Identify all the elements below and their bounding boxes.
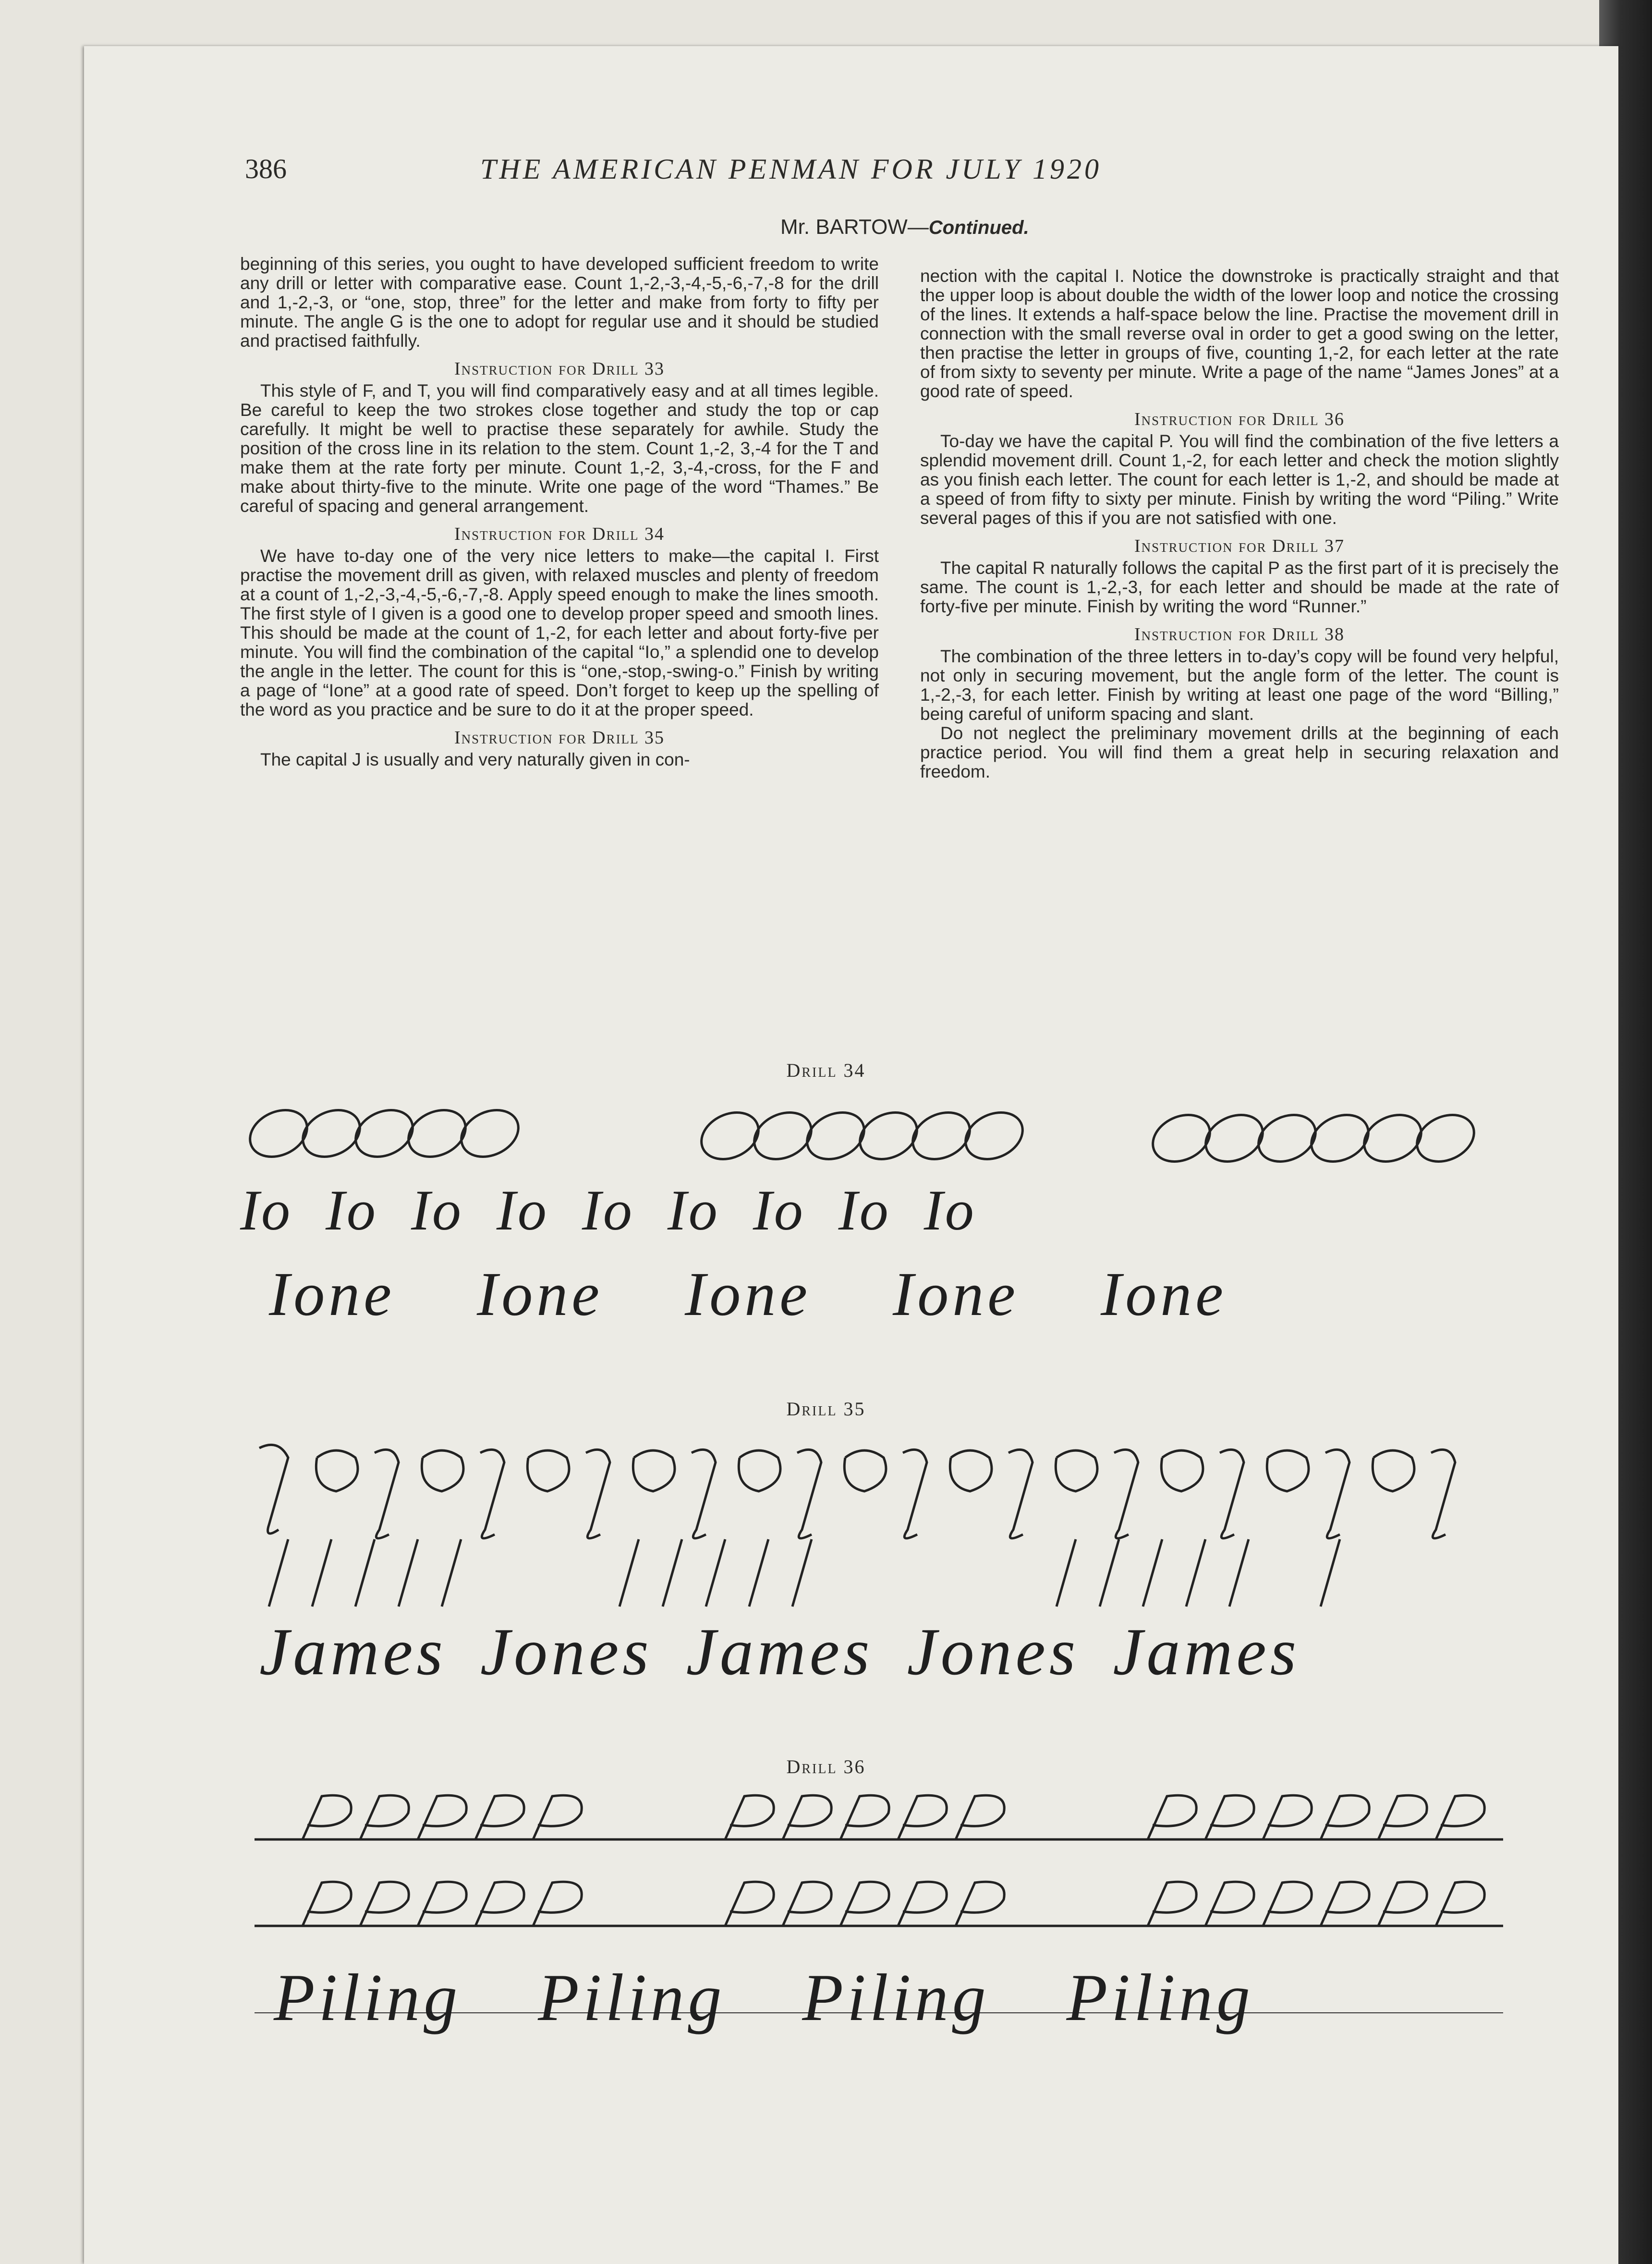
drill37-paragraph: The capital R naturally follows the capital P as the first part of it is precisely the same. The count is 1,-2,-3, for each letter and should be made at the rate of forty-five per minute. Finish by writing the word “Runner.” xyxy=(920,558,1559,616)
right-column xyxy=(920,267,1559,781)
io-word: Io xyxy=(496,1178,548,1242)
drill38-heading: Instruction for Drill 38 xyxy=(1134,624,1345,645)
left-column xyxy=(240,255,879,769)
p-row-2 xyxy=(303,1882,1484,1926)
running-title: THE AMERICAN PENMAN FOR JULY 1920 xyxy=(480,153,1102,185)
drill36-label: Drill 36 xyxy=(786,1756,866,1777)
drill35-james-jones-row xyxy=(259,1611,1556,1693)
piling-word: Piling xyxy=(538,1960,726,2035)
byline xyxy=(780,215,1029,239)
io-word: Io xyxy=(923,1178,976,1242)
io-word: Io xyxy=(667,1178,719,1242)
piling-word: Piling xyxy=(802,1960,990,2035)
byline-name: Mr. BARTOW— xyxy=(780,215,929,239)
drill36-paragraph: To-day we have the capital P. You will find the combination of the five letters a splendid movement drill. Count 1,-2, for each letter and check the motion slightly as you finish each letter. The count for each letter is 1,-2, and should be made at a speed of from fifty to sixty per minute. Finish by writing the word “Piling.” Write several pages of this if you are not satisfied with one. xyxy=(920,431,1559,528)
james-word: James xyxy=(259,1615,447,1689)
ione-word: Ione xyxy=(685,1260,811,1329)
drill34-paragraph: We have to-day one of the very nice letters to make—the capital I. First practise the movement drill as given, with relaxed muscles and plenty of freedom at a count of 1,-2,-3,-4,-5,-6,-7,-8. Apply speed enough to make the lines smooth. The first style of I given is a good one to develop proper speed and smooth lines. This should be made at the count of 1,-2, for each letter and about forty-five per minute. You will find the combination of the capital “Io,” a splendid one to develop the angle in the letter. The count for this is “one,-stop,-swing-o.” Finish by writing a page of “Ione” at a good rate of speed. Don’t forget to keep up the spelling of the word as you practice and be sure to do it at the proper speed. xyxy=(240,546,879,719)
io-word: Io xyxy=(582,1178,634,1242)
jones-word: Jones xyxy=(480,1615,653,1689)
drill36-plate xyxy=(245,1787,1542,2056)
drill34-ione-row xyxy=(269,1256,1566,1333)
ione-word: Ione xyxy=(269,1260,395,1329)
drill35-plate xyxy=(250,1429,1537,1698)
piling-word: Piling xyxy=(1066,1960,1254,2035)
drill37-heading: Instruction for Drill 37 xyxy=(1134,536,1345,556)
drill33-paragraph: This style of F, and T, you will find comparatively easy and at all times legible. Be careful to keep the two strokes close together and study the top or cap carefully. It might be well to practise these separately for awhile. Study the position of the cross line in its relation to the stem. Count 1,-2, 3,-4 for the T and make them at the rate forty per minute. Count 1,-2, 3,-4,-cross, for the F and make about thirty-five to the minute. Write one page of the word “Thames.” Be careful of spacing and general arrangement. xyxy=(240,381,879,516)
drill34-plate xyxy=(240,1090,1537,1340)
drill34-heading: Instruction for Drill 34 xyxy=(454,524,665,544)
p-row-1 xyxy=(303,1795,1484,1839)
drill35-j-drills xyxy=(250,1429,1537,1611)
byline-continued: Continued. xyxy=(928,217,1029,238)
drill33-heading: Instruction for Drill 33 xyxy=(454,359,665,379)
oval-drill-group-1 xyxy=(243,1101,526,1166)
drill38-paragraph: The combination of the three letters in to-day’s copy will be found very helpful, not only in securing movement, but the angle form of the letter. The count is 1,-2,-3, for each letter. Finish by writing at least one page of the word “Billing,” being careful of uniform spacing and slant. xyxy=(920,646,1559,724)
james-word: James xyxy=(686,1615,874,1689)
drill35-continued-paragraph: nection with the capital I. Notice the downstroke is practically straight and that the upper loop is about double the width of the lower loop and notice the crossing of the lines. It extends a half-space below the line. Practise the movement drill in connection with the small reverse oval in order to get a good swing on the letter, then practise the letter in groups of five, counting 1,-2, for each letter at the rate of from sixty to seventy per minute. Write a page of the name “James Jones” at a good rate of speed. xyxy=(920,266,1559,401)
io-word: Io xyxy=(753,1178,805,1242)
james-word: James xyxy=(1113,1615,1300,1689)
drill34-io-row xyxy=(240,1174,1537,1246)
closing-paragraph: Do not neglect the preliminary movement drills at the beginning of each practice period. You will find them a great help in securing relaxation and freedom. xyxy=(920,723,1559,781)
drill36-heading: Instruction for Drill 36 xyxy=(1134,409,1345,429)
piling-word: Piling xyxy=(274,1960,462,2035)
io-word: Io xyxy=(411,1178,463,1242)
io-word: Io xyxy=(838,1178,890,1242)
drill36-piling-row xyxy=(274,1957,1570,2039)
io-word: Io xyxy=(325,1178,377,1242)
jones-word: Jones xyxy=(907,1615,1080,1689)
page-number: 386 xyxy=(245,153,287,184)
drill34-label: Drill 34 xyxy=(786,1059,866,1081)
drill35-heading: Instruction for Drill 35 xyxy=(454,728,665,748)
drill35-paragraph: The capital J is usually and very naturally given in con- xyxy=(260,750,690,769)
drill35-label: Drill 35 xyxy=(786,1398,866,1420)
drill34-oval-drills xyxy=(240,1090,1537,1181)
drill36-p-drills xyxy=(245,1787,1542,1969)
intro-paragraph: beginning of this series, you ought to have developed sufficient freedom to write any drill or letter with comparative ease. Count 1,-2,-3,-4,-5,-6,-7,-8 for the drill and 1,-2,-3, or “one, stop, three” for the letter and make from forty to fifty per minute. The angle G is the one to adopt for regular use and it should be studied and practised faithfully. xyxy=(240,254,879,351)
ione-word: Ione xyxy=(477,1260,603,1329)
io-word: Io xyxy=(240,1178,292,1242)
oval-drill-group-3 xyxy=(1145,1106,1482,1170)
oval-drill-group-2 xyxy=(694,1104,1030,1168)
ione-word: Ione xyxy=(1101,1260,1227,1329)
ione-word: Ione xyxy=(893,1260,1019,1329)
